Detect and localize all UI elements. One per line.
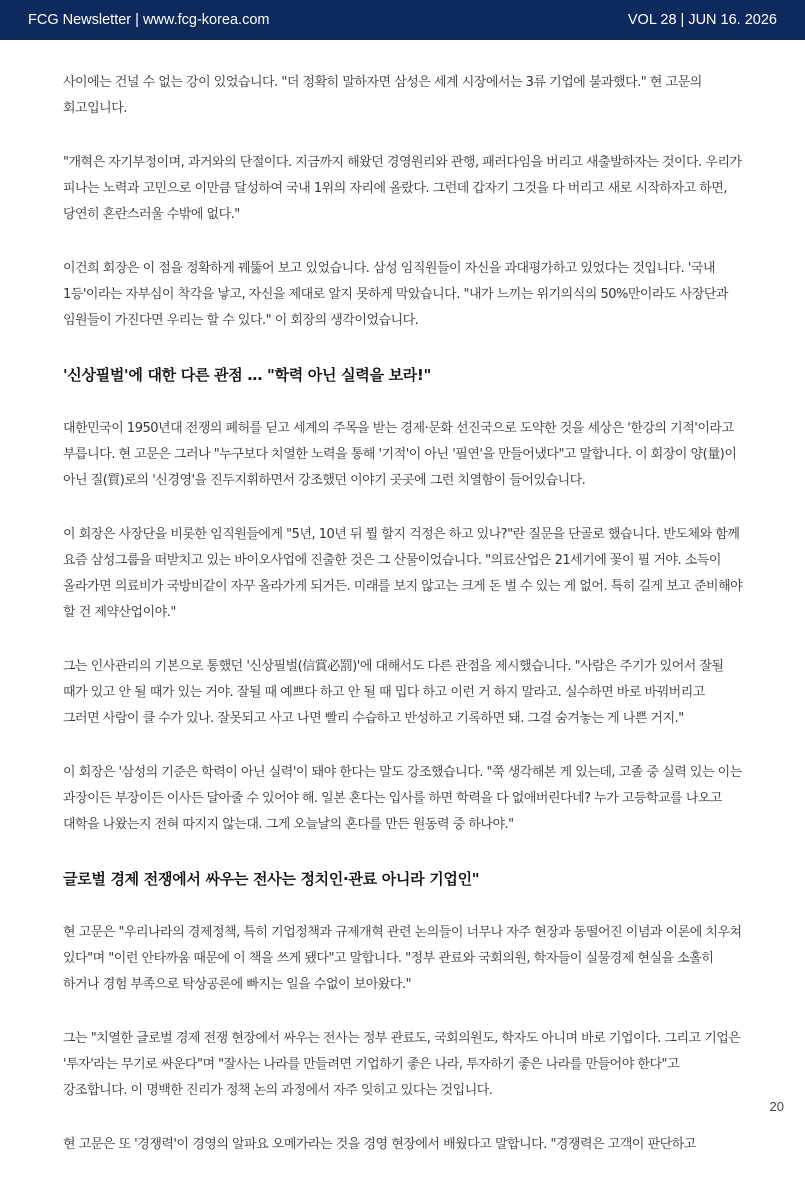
section-heading: '신상필벌'에 대한 다른 관점 … "학력 아닌 실력을 보라!" [63,366,432,384]
section-heading: 글로벌 경제 전쟁에서 싸우는 전사는 정치인·관료 아니라 기업인" [63,870,480,888]
paragraph: 그는 인사관리의 기본으로 통했던 '신상필벌(信賞必罰)'에 대해서도 다른 관점을 제시했습니다. "사람은 주기가 있어서 잘될 때가 있고 안 될 때가 있는 거야. 잘될 때 예쁘다 하고 안 될 때 밉다 하고 이런 거 하지 말라고. 실수하면 바로 바꿔버리고 그러면 사람이 클 수가 있나. 잘못되고 사고 나면 빨리 수습하고 반성하고 기록하면 돼. 그걸 숨겨놓는 게 나쁜 거지." [63,659,724,726]
paragraph: "개혁은 자기부정이며, 과거와의 단절이다. 지금까지 해왔던 경영원리와 관행, 패러다임을 버리고 새출발하자는 것이다. 우리가 피나는 노력과 고민으로 이만큼 달성하여 국내 1위의 자리에 올랐다. 그런데 갑자기 그것을 다 버리고 새로 시작하자고 하면, 당연히 혼란스러울 수밖에 없다." [63,155,742,222]
paragraph: 현 고문은 "우리나라의 경제정책, 특히 기업정책과 규제개혁 관련 논의들이 너무나 자주 현장과 동떨어진 이념과 이론에 치우쳐 있다"며 "이런 안타까움 때문에 이 책을 쓰게 됐다"고 말합니다. "정부 관료와 국회의원, 학자들이 실물경제 현실을 소홀히 하거나 경험 부족으로 탁상공론에 빠지는 일을 수없이 보아왔다." [63,925,742,992]
issue-info: VOL 28 | JUN 16. 2026 [627,12,777,28]
page-number: 20 [769,1099,784,1114]
paragraph: 사이에는 건널 수 없는 강이 있었습니다. "더 정확히 말하자면 삼성은 세계 시장에서는 3류 기업에 불과했다." 현 고문의 회고입니다. [63,75,702,116]
paragraph: 대한민국이 1950년대 전쟁의 폐허를 딛고 세계의 주목을 받는 경제·문화 선진국으로 도약한 것을 세상은 '한강의 기적'이라고 부릅니다. 현 고문은 그러나 "누구보다 치열한 노력을 통해 '기적'이 아닌 '필연'을 만들어냈다"고 말합니다. 이 회장이 양(量)이 아닌 질(質)로의 '신경영'을 진두지휘하면서 강조했던 이야기 곳곳에 그런 치열함이 들어있습니다. [63,421,737,488]
paragraph: 이 회장은 '삼성의 기준은 학력이 아닌 실력'이 돼야 한다는 말도 강조했습니다. "쭉 생각해본 게 있는데, 고졸 중 실력 있는 이는 과장이든 부장이든 이사든 달아줄 수 있어야 해. 일본 혼다는 입사를 하면 학력을 다 없애버린다네? 누가 고등학교를 나오고 대학을 나왔는지 전혀 따지지 않는대. 그게 오늘날의 혼다를 만든 원동력 중 하나야." [63,765,742,832]
paragraph: 현 고문은 또 '경쟁력'이 경영의 알파요 오메가라는 것을 경영 현장에서 배웠다고 말합니다. "경쟁력은 고객이 판단하고 [63,1137,696,1152]
paragraph: 이 회장은 사장단을 비롯한 임직원들에게 "5년, 10년 뒤 뭘 할지 걱정은 하고 있나?"란 질문을 단골로 했습니다. 반도체와 함께 요즘 삼성그룹을 떠받치고 있는 바이오사업에 진출한 것은 그 산물이었습니다. "의료산업은 21세기에 꽃이 필 거야. 소득이 올라가면 의료비가 국방비같이 자꾸 올라가게 되거든. 미래를 보지 않고는 크게 돈 벌 수 있는 게 없어. 특히 길게 보고 준비해야 할 건 제약산업이야." [63,527,743,620]
paragraph: 이건희 회장은 이 점을 정확하게 꿰뚫어 보고 있었습니다. 삼성 임직원들이 자신을 과대평가하고 있었다는 것입니다. '국내 1등'이라는 자부심이 착각을 낳고, 자신을 제대로 알지 못하게 막았습니다. "내가 느끼는 위기의식의 50%만이라도 사장단과 임원들이 가진다면 우리는 할 수 있다." 이 회장의 생각이었습니다. [63,261,728,328]
newsletter-site: FCG Newsletter | www.fcg-korea.com [28,12,270,28]
paragraph: 그는 "치열한 글로벌 경제 전쟁 현장에서 싸우는 전사는 정부 관료도, 국회의원도, 학자도 아니며 바로 기업이다. 그리고 기업은 '투자'라는 무기로 싸운다"며 "잘사는 나라를 만들려면 기업하기 좋은 나라, 투자하기 좋은 나라를 만들어야 한다"고 강조합니다. 이 명백한 진리가 정책 논의 과정에서 자주 잊히고 있다는 것입니다. [63,1031,741,1098]
article-body [63,70,743,1186]
newsletter-header [0,0,805,40]
